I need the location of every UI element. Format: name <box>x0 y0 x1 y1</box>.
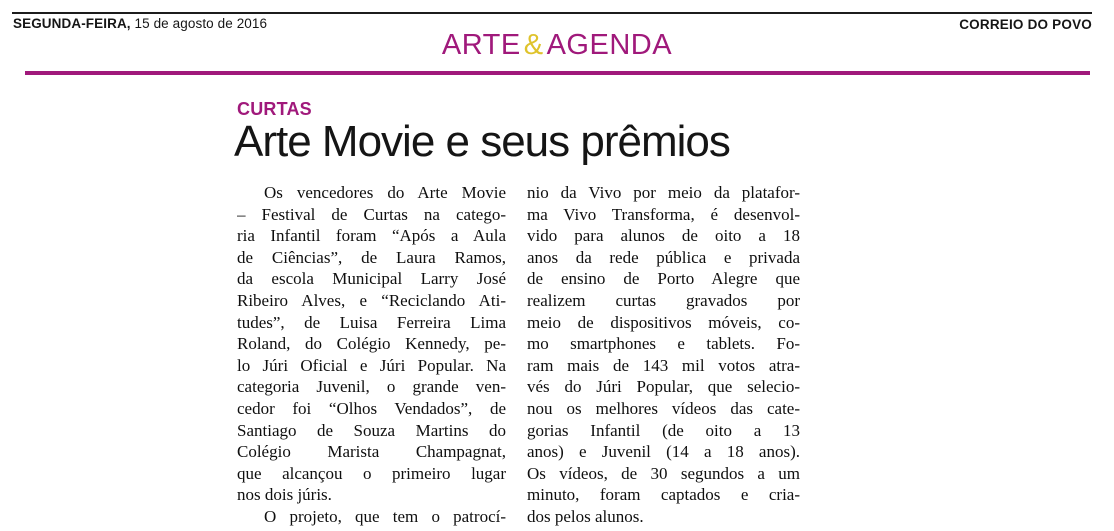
newspaper-name: CORREIO DO POVO <box>959 17 1092 32</box>
text-line: O projeto, que tem o patrocí- <box>264 506 506 526</box>
text-line: ram mais de 143 mil votos atra- <box>527 355 800 375</box>
text-line: categoria Juvenil, o grande ven- <box>237 377 506 397</box>
text-line: que alcançou o primeiro lugar <box>237 463 506 483</box>
text-line: nio da Vivo por meio da platafor- <box>527 183 800 202</box>
text-line: Santiago de Souza Martins do <box>237 420 506 440</box>
text-line: minuto, foram captados e cria- <box>527 485 800 505</box>
section-title-arte: ARTE <box>441 29 521 61</box>
text-line: nou os melhores vídeos das cate- <box>527 398 800 418</box>
section-title <box>0 29 1114 62</box>
text-line: Os vídeos, de 30 segundos a um <box>527 463 800 483</box>
text-line: Roland, do Colégio Kennedy, pe- <box>237 334 506 354</box>
text-line: tudes”, de Luisa Ferreira Lima <box>237 312 506 332</box>
text-line: mo smartphones e tablets. Fo- <box>527 334 800 354</box>
text-line: de Ciências”, de Laura Ramos, <box>237 247 506 267</box>
text-line: nos dois júris. <box>237 485 332 505</box>
text-line: – Festival de Curtas na catego- <box>237 204 506 224</box>
text-line: realizem curtas gravados por <box>527 290 800 310</box>
text-line: ma Vivo Transforma, é desenvol- <box>527 204 800 224</box>
text-line: anos da rede pública e privada <box>527 247 800 267</box>
text-line: Ribeiro Alves, e “Reciclando Ati- <box>237 290 506 310</box>
article-headline: Arte Movie e seus prêmios <box>234 117 730 166</box>
text-line: gorias Infantil (de oito a 13 <box>527 420 800 440</box>
text-line: lo Júri Oficial e Júri Popular. Na <box>237 355 506 375</box>
text-line: de ensino de Porto Alegre que <box>527 269 800 289</box>
text-line: anos) e Juvenil (14 a 18 anos). <box>527 442 800 462</box>
text-line: meio de dispositivos móveis, co- <box>527 312 800 332</box>
section-rule <box>25 71 1090 75</box>
text-line: cedor foi “Olhos Vendados”, de <box>237 398 506 418</box>
section-title-ampersand: & <box>523 29 544 61</box>
dateline-day: SEGUNDA-FEIRA, <box>13 16 131 31</box>
section-title-agenda: AGENDA <box>546 29 673 61</box>
body-column-left <box>237 182 506 528</box>
text-line: Colégio Marista Champagnat, <box>237 442 506 462</box>
text-line: vés do Júri Popular, que selecio- <box>527 377 800 397</box>
text-line: dos pelos alunos. <box>527 506 644 526</box>
dateline-date: 15 de agosto de 2016 <box>130 16 268 31</box>
text-line: vido para alunos de oito a 18 <box>527 226 800 246</box>
body-column-right <box>527 182 800 528</box>
text-line: ria Infantil foram “Após a Aula <box>237 226 506 246</box>
article-kicker: CURTAS <box>237 99 312 119</box>
top-rule <box>12 12 1092 14</box>
text-line: da escola Municipal Larry José <box>237 269 506 289</box>
text-line: Os vencedores do Arte Movie <box>264 183 506 202</box>
